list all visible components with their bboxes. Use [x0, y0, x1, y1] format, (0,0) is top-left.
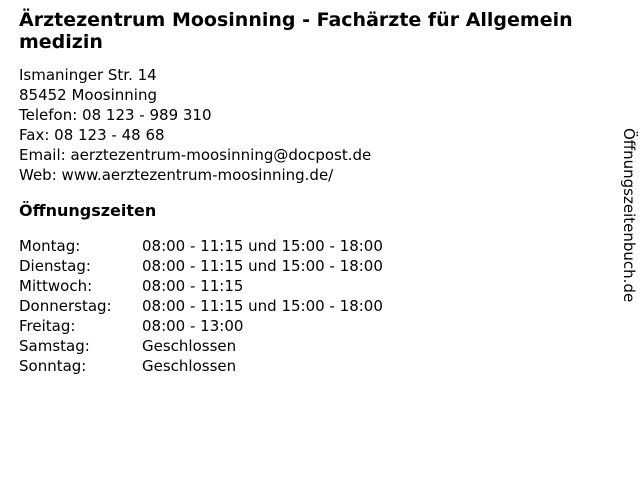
page-title: [19, 9, 600, 53]
phone-line: [19, 105, 600, 125]
hours-row-friday: [19, 316, 600, 336]
day-label: Freitag:: [19, 317, 76, 335]
web-line: [19, 165, 600, 185]
email-value: aerztezentrum-moosinning@docpost.de: [70, 146, 372, 164]
phone-value: 08 123 - 989 310: [82, 106, 212, 124]
web-value: www.aerztezentrum-moosinning.de/: [61, 166, 334, 184]
hours-row-saturday: [19, 336, 600, 356]
hours-row-tuesday: [19, 256, 600, 276]
hours-value: Geschlossen: [142, 357, 237, 375]
day-label: Donnerstag:: [19, 297, 112, 315]
hours-value: 08:00 - 13:00: [142, 317, 244, 335]
fax-value: 08 123 - 48 68: [54, 126, 165, 144]
day-label: Samstag:: [19, 337, 90, 355]
phone-label: Telefon:: [19, 106, 78, 124]
street-address: Ismaninger Str. 14: [19, 66, 157, 84]
day-label: Dienstag:: [19, 257, 91, 275]
hours-row-thursday: [19, 296, 600, 316]
city-address: 85452 Moosinning: [19, 86, 157, 104]
day-label: Montag:: [19, 237, 81, 255]
hours-value: 08:00 - 11:15: [142, 277, 244, 295]
hours-row-monday: [19, 236, 600, 256]
hours-value: 08:00 - 11:15 und 15:00 - 18:00: [142, 297, 383, 315]
hours-value: 08:00 - 11:15 und 15:00 - 18:00: [142, 257, 383, 275]
opening-hours-heading: Öffnungszeiten: [19, 201, 157, 220]
opening-hours-table: [19, 236, 600, 376]
page-title-line1: Ärztezentrum Moosinning - Fachärzte für Allgemein: [19, 9, 573, 31]
email-line: [19, 145, 600, 165]
email-label: Email:: [19, 146, 66, 164]
day-label: Mittwoch:: [19, 277, 93, 295]
fax-label: Fax:: [19, 126, 50, 144]
fax-line: [19, 125, 600, 145]
hours-value: Geschlossen: [142, 337, 237, 355]
page-title-line2: medizin: [19, 31, 103, 53]
day-label: Sonntag:: [19, 357, 87, 375]
hours-row-wednesday: [19, 276, 600, 296]
hours-value: 08:00 - 11:15 und 15:00 - 18:00: [142, 237, 383, 255]
web-label: Web:: [19, 166, 57, 184]
contact-block: [19, 65, 600, 185]
watermark-vertical-text: Öffnungszeitenbuch.de: [620, 128, 638, 303]
hours-row-sunday: [19, 356, 600, 376]
